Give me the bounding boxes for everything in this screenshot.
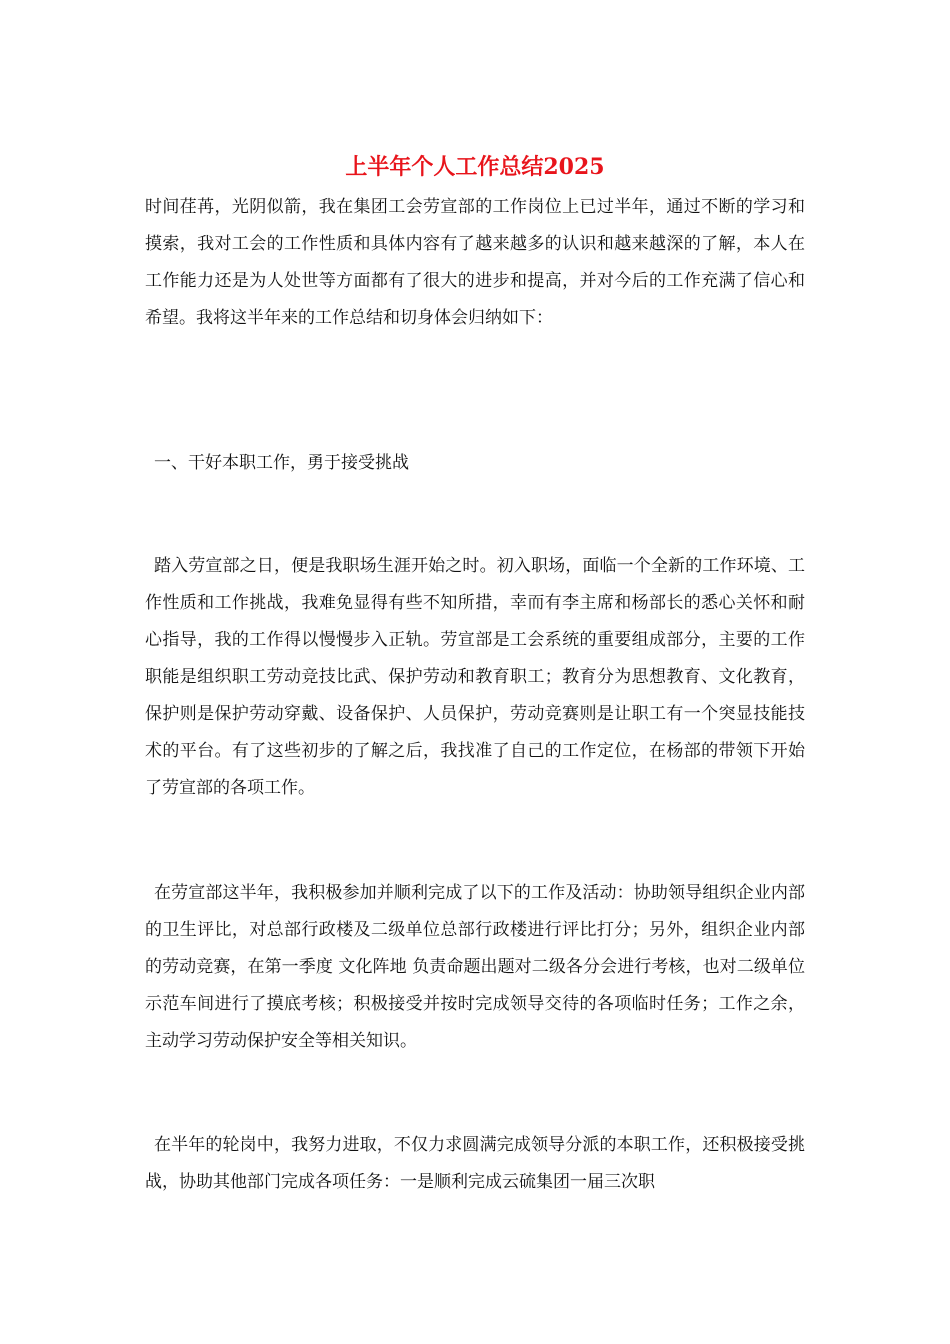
body-paragraph-3: 在半年的轮岗中，我努力进取，不仅力求圆满完成领导分派的本职工作，还积极接受挑战，协助其他部门完成各项任务：一是顺利完成云硫集团一届三次职 <box>145 1135 805 1192</box>
document-title: 上半年个人工作总结2025 <box>345 154 605 180</box>
body-paragraph-2: 在劳宣部这半年，我积极参加并顺利完成了以下的工作及活动：协助领导组织企业内部的卫生评比，对总部行政楼及二级单位总部行政楼进行评比打分；另外，组织企业内部的劳动竞赛，在第一季度 文化阵地 负责命题出题对二级各分会进行考核，也对二级单位示范车间进行了摸底考核；积极接受并按时完成领导交待的各项临时任务；工作之余，主动学习劳动保护安全等相关知识。 <box>145 883 805 1051</box>
body-paragraph-1: 踏入劳宣部之日，便是我职场生涯开始之时。初入职场，面临一个全新的工作环境、工作性质和工作挑战，我难免显得有些不知所措，幸而有李主席和杨部长的悉心关怀和耐心指导，我的工作得以慢慢步入正轨。劳宣部是工会系统的重要组成部分，主要的工作职能是组织职工劳动竞技比武、保护劳动和教育职工；教育分为思想教育、文化教育，保护则是保护劳动穿戴、设备保护、人员保护，劳动竞赛则是让职工有一个突显技能技术的平台。有了这些初步的了解之后，我找准了自己的工作定位，在杨部的带领下开始了劳宣部的各项工作。 <box>145 556 805 798</box>
intro-paragraph: 时间荏苒，光阴似箭，我在集团工会劳宣部的工作岗位上已过半年，通过不断的学习和摸索，我对工会的工作性质和具体内容有了越来越多的认识和越来越深的了解，本人在工作能力还是为人处世等方面都有了很大的进步和提高，并对今后的工作充满了信心和希望。我将这半年来的工作总结和切身体会归纳如下： <box>145 197 805 328</box>
section-heading: 一、干好本职工作，勇于接受挑战 <box>154 453 409 473</box>
